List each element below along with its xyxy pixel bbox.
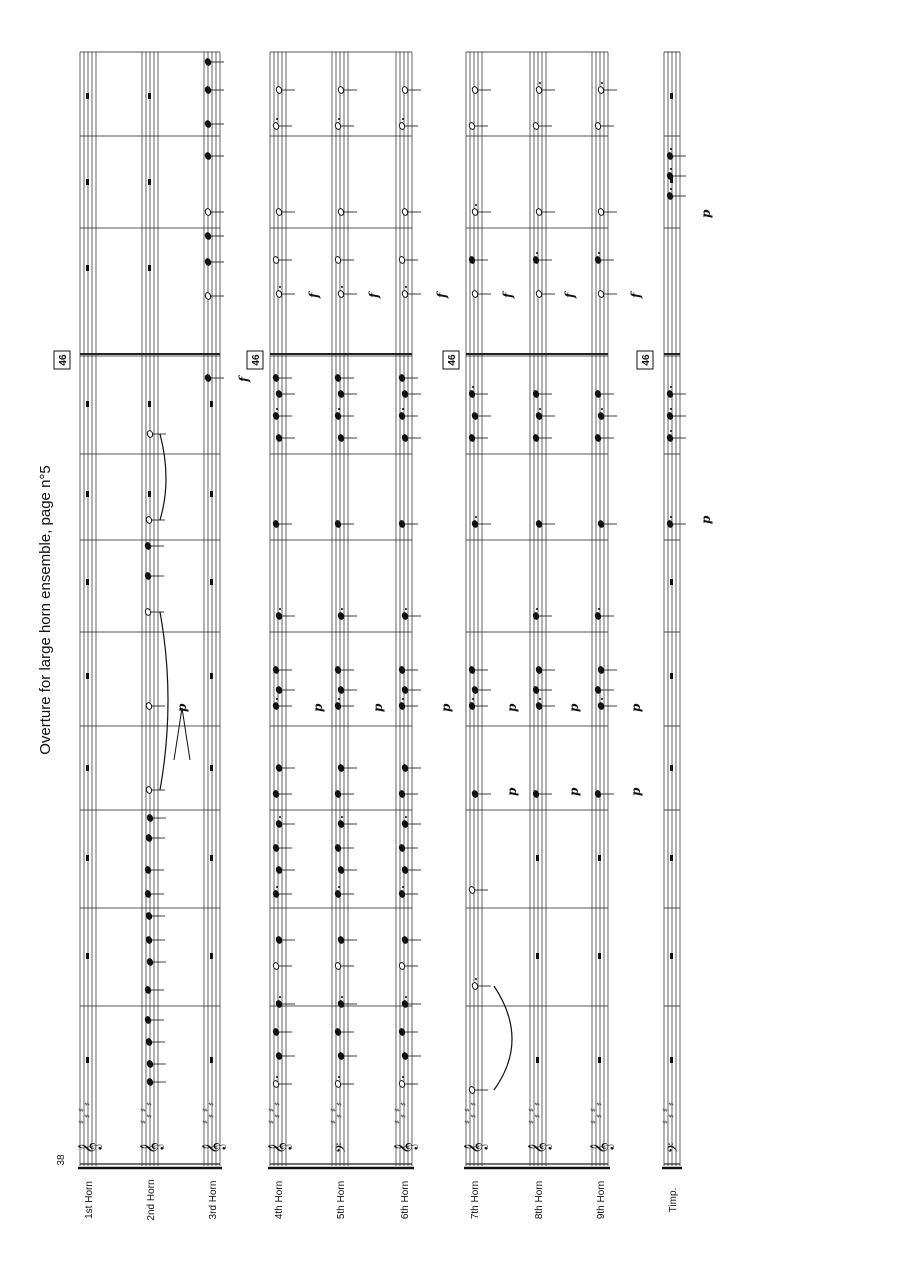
rest-icon bbox=[670, 673, 673, 679]
sharp-icon: ♯ bbox=[589, 1120, 598, 1124]
treble-clef-icon: 𝄞 bbox=[463, 1142, 487, 1154]
staff-label: 6th Horn bbox=[400, 1180, 411, 1220]
rest-icon bbox=[86, 953, 89, 959]
sharp-icon: ♯ bbox=[533, 1114, 542, 1118]
dynamic-forte: f bbox=[307, 292, 321, 298]
sharp-icon: ♯ bbox=[463, 1120, 472, 1124]
rest-icon bbox=[86, 491, 89, 497]
treble-clef-icon: 𝄞 bbox=[267, 1142, 291, 1154]
sharp-icon: ♯ bbox=[527, 1108, 536, 1112]
rest-icon bbox=[148, 179, 151, 185]
rest-icon bbox=[86, 579, 89, 585]
rehearsal-mark-group-3 bbox=[443, 351, 459, 369]
staff-label: 2nd Horn bbox=[146, 1179, 157, 1221]
rest-icon bbox=[210, 953, 213, 959]
sharp-icon: ♯ bbox=[667, 1114, 676, 1118]
sharp-icon: ♯ bbox=[393, 1108, 402, 1112]
staff-label: 9th Horn bbox=[596, 1180, 607, 1220]
rest-icon bbox=[598, 855, 601, 861]
dynamic-piano: p bbox=[505, 703, 519, 712]
sharp-icon: ♯ bbox=[393, 1120, 402, 1124]
sharp-icon: ♯ bbox=[77, 1120, 86, 1124]
dynamic-forte: f bbox=[367, 292, 381, 298]
sharp-icon: ♯ bbox=[201, 1108, 210, 1112]
treble-clef-icon: 𝄞 bbox=[201, 1142, 225, 1154]
sharp-icon: ♯ bbox=[273, 1114, 282, 1118]
sharp-icon: ♯ bbox=[77, 1108, 86, 1112]
sharp-icon: ♯ bbox=[469, 1114, 478, 1118]
rest-icon bbox=[670, 93, 673, 99]
measure-number: 38 bbox=[56, 1154, 67, 1166]
sharp-icon: ♯ bbox=[595, 1102, 604, 1106]
rest-icon bbox=[536, 953, 539, 959]
rehearsal-mark: 46 bbox=[641, 354, 652, 366]
dynamic-forte: f bbox=[435, 292, 449, 298]
rest-icon bbox=[148, 265, 151, 271]
rest-icon bbox=[670, 579, 673, 585]
staff-label: 3rd Horn bbox=[208, 1180, 219, 1220]
sharp-icon: ♯ bbox=[463, 1108, 472, 1112]
rest-icon bbox=[86, 265, 89, 271]
rest-icon bbox=[670, 953, 673, 959]
rehearsal-mark-group-2 bbox=[247, 351, 263, 369]
rest-icon bbox=[86, 1057, 89, 1063]
sharp-icon: ♯ bbox=[83, 1102, 92, 1106]
dynamic-piano: p bbox=[699, 209, 713, 218]
sharp-icon: ♯ bbox=[589, 1108, 598, 1112]
sharp-icon: ♯ bbox=[667, 1102, 676, 1106]
rest-icon bbox=[536, 855, 539, 861]
sharp-icon: ♯ bbox=[145, 1114, 154, 1118]
sharp-icon: ♯ bbox=[329, 1120, 338, 1124]
sharp-icon: ♯ bbox=[469, 1102, 478, 1106]
dynamic-forte: f bbox=[563, 292, 577, 298]
rest-icon bbox=[670, 855, 673, 861]
rehearsal-mark-group-4 bbox=[637, 351, 653, 369]
rest-icon bbox=[210, 855, 213, 861]
treble-clef-icon: 𝄞 bbox=[527, 1142, 551, 1154]
sharp-icon: ♯ bbox=[139, 1120, 148, 1124]
treble-clef-icon: 𝄞 bbox=[589, 1142, 613, 1154]
sharp-icon: ♯ bbox=[661, 1120, 670, 1124]
rest-icon bbox=[210, 765, 213, 771]
rest-icon bbox=[536, 1057, 539, 1063]
bass-clef-icon: 𝄢 bbox=[333, 1142, 352, 1154]
sharp-icon: ♯ bbox=[83, 1114, 92, 1118]
sharp-icon: ♯ bbox=[267, 1108, 276, 1112]
dynamic-forte: f bbox=[629, 292, 643, 298]
rest-icon bbox=[86, 179, 89, 185]
staff-label: 5th Horn bbox=[336, 1180, 347, 1220]
dynamic-piano: p bbox=[629, 703, 643, 712]
rest-icon bbox=[598, 1057, 601, 1063]
dynamic-piano: p bbox=[505, 787, 519, 796]
sharp-icon: ♯ bbox=[527, 1120, 536, 1124]
rehearsal-mark: 46 bbox=[58, 354, 69, 366]
rest-icon bbox=[670, 1057, 673, 1063]
sharp-icon: ♯ bbox=[595, 1114, 604, 1118]
treble-clef-icon: 𝄞 bbox=[139, 1142, 163, 1154]
dynamic-forte: f bbox=[501, 292, 515, 298]
rest-icon bbox=[86, 93, 89, 99]
bass-clef-icon: 𝄢 bbox=[665, 1142, 684, 1154]
rest-icon bbox=[148, 93, 151, 99]
dynamic-piano: p bbox=[699, 515, 713, 524]
treble-clef-icon: 𝄞 bbox=[393, 1142, 417, 1154]
sharp-icon: ♯ bbox=[329, 1108, 338, 1112]
rest-icon bbox=[86, 765, 89, 771]
rest-icon bbox=[210, 401, 213, 407]
rehearsal-mark-group-1 bbox=[54, 351, 70, 369]
rest-icon bbox=[86, 401, 89, 407]
sharp-icon: ♯ bbox=[145, 1102, 154, 1106]
dynamic-piano: p bbox=[371, 703, 385, 712]
rest-icon bbox=[210, 673, 213, 679]
sharp-icon: ♯ bbox=[207, 1102, 216, 1106]
sharp-icon: ♯ bbox=[267, 1120, 276, 1124]
sharp-icon: ♯ bbox=[533, 1102, 542, 1106]
dynamic-piano: p bbox=[311, 703, 325, 712]
dynamic-forte: f bbox=[237, 376, 251, 382]
rest-icon bbox=[148, 401, 151, 407]
treble-clef-icon: 𝄞 bbox=[77, 1142, 101, 1154]
rest-icon bbox=[86, 855, 89, 861]
staff-label: 7th Horn bbox=[470, 1180, 481, 1220]
rest-icon bbox=[210, 491, 213, 497]
rest-icon bbox=[210, 1057, 213, 1063]
rest-icon bbox=[148, 491, 151, 497]
rehearsal-mark: 46 bbox=[251, 354, 262, 366]
sharp-icon: ♯ bbox=[399, 1114, 408, 1118]
sharp-icon: ♯ bbox=[139, 1108, 148, 1112]
score-title: Overture for large horn ensemble, page n°5 bbox=[37, 465, 54, 755]
sharp-icon: ♯ bbox=[661, 1108, 670, 1112]
rest-icon bbox=[86, 673, 89, 679]
sharp-icon: ♯ bbox=[201, 1120, 210, 1124]
staff-label: 4th Horn bbox=[274, 1180, 285, 1220]
sharp-icon: ♯ bbox=[207, 1114, 216, 1118]
dynamic-piano: p bbox=[439, 703, 453, 712]
rehearsal-mark: 46 bbox=[447, 354, 458, 366]
staff-label: Timp. bbox=[668, 1187, 679, 1213]
dynamic-piano: p bbox=[175, 703, 189, 712]
sharp-icon: ♯ bbox=[335, 1114, 344, 1118]
rest-icon bbox=[670, 765, 673, 771]
dynamic-piano: p bbox=[567, 787, 581, 796]
staff-label: 1st Horn bbox=[84, 1181, 95, 1219]
sharp-icon: ♯ bbox=[399, 1102, 408, 1106]
dynamic-piano: p bbox=[629, 787, 643, 796]
staff-label: 8th Horn bbox=[534, 1180, 545, 1220]
sharp-icon: ♯ bbox=[273, 1102, 282, 1106]
rest-icon bbox=[598, 953, 601, 959]
rest-icon bbox=[210, 579, 213, 585]
sharp-icon: ♯ bbox=[335, 1102, 344, 1106]
dynamic-piano: p bbox=[567, 703, 581, 712]
